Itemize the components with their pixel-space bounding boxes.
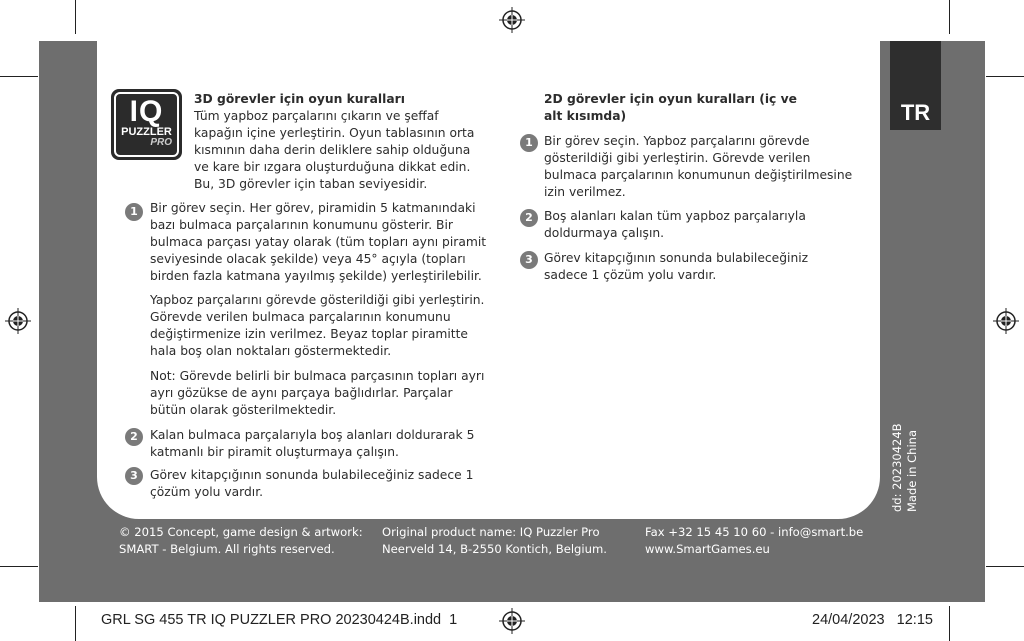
footer-contact (645, 524, 863, 558)
crop-mark (949, 0, 950, 34)
slug-date: 24/04/2023 (812, 612, 885, 628)
left-section (194, 91, 486, 193)
side-date-code: dd: 20230424B (890, 423, 904, 512)
registration-mark-icon (499, 608, 525, 634)
crop-mark (75, 0, 76, 34)
logo-text-puzzler: PUZZLER (121, 126, 172, 138)
footer-col1-line1: © 2015 Concept, game design & artwork: (119, 525, 363, 539)
language-tab-label: TR (900, 100, 931, 125)
left-paragraph-2: Yapboz parçalarını görevde gösterildiği gibi yerleştirin. Görevde verilen bulmaca parçalarının konumunu değiştirmenize izin verilmez. Beyaz toplar piramitte hala boş olan noktaları göstermektedir. (150, 293, 485, 358)
step-number-badge: 2 (520, 209, 538, 227)
crop-mark (75, 606, 76, 641)
registration-mark-icon (499, 7, 525, 33)
step-number-badge: 1 (125, 203, 143, 221)
right-item-3: Görev kitapçığının sonunda bulabileceğiniz sadece 1 çözüm yolu vardır. (544, 251, 809, 282)
footer-copyright (119, 524, 363, 558)
footer-col3-line1: Fax +32 15 45 10 60 - info@smart.be (645, 525, 864, 539)
left-intro: Tüm yapboz parçalarını çıkarın ve şeffaf kapağın içine yerleştirin. Oyun tablasının orta kısmının daha derin deliklere sahip olduğuna ve kare bir ızgara oluşturduğuna dikkat edin. Bu, 3D görevler için taban seviyesidir. (194, 109, 475, 191)
footer-col2-line2: Neerveld 14, B-2550 Kontich, Belgium. (382, 542, 607, 556)
slug-time: 12:15 (896, 612, 933, 628)
language-tab (890, 41, 941, 130)
registration-mark-icon (993, 308, 1019, 334)
slug-filename (101, 612, 457, 628)
footer-col1-line2: SMART - Belgium. All rights reserved. (119, 542, 335, 556)
side-made-in: Made in China (905, 430, 919, 512)
left-item-3: Görev kitapçığının sonunda bulabileceğiniz sadece 1 çözüm yolu vardır. (150, 468, 474, 499)
iq-puzzler-pro-logo (111, 89, 182, 160)
crop-mark (986, 76, 1024, 77)
crop-mark (986, 566, 1024, 567)
left-item-1: Bir görev seçin. Her görev, piramidin 5 katmanındaki bazı bulmaca parçalarının konumunu gösterir. Bir bulmaca parçası yatay olarak (tüm topları aynı piramit seviyesinde olacak şekilde) veya 45° açıyla (topları birden fazla katmana yayılmış şekilde) yerleştirilebilir. (150, 201, 487, 283)
step-number-badge: 3 (125, 467, 143, 485)
slug-datetime (812, 612, 933, 628)
step-number-badge: 3 (520, 251, 538, 269)
left-item-2: Kalan bulmaca parçalarıyla boş alanları doldurarak 5 katmanlı bir piramit oluşturmaya çalışın. (150, 428, 475, 459)
slug-page: 1 (449, 612, 458, 628)
crop-mark (0, 76, 38, 77)
logo-text-pro: PRO (150, 137, 172, 148)
crop-mark (949, 606, 950, 641)
slug-file: GRL SG 455 TR IQ PUZZLER PRO 20230424B.indd (101, 612, 442, 628)
footer-product (382, 524, 607, 558)
crop-mark (0, 566, 38, 567)
left-title: 3D görevler için oyun kuralları (194, 92, 405, 106)
footer-col3-line2: www.SmartGames.eu (645, 542, 770, 556)
registration-mark-icon (5, 308, 31, 334)
logo-text-iq: IQ (129, 95, 164, 128)
step-number-badge: 1 (520, 134, 538, 152)
side-print-info (890, 423, 920, 512)
right-title: 2D görevler için oyun kuralları (iç ve alt kısımda) (544, 92, 797, 123)
left-paragraph-3: Not: Görevde belirli bir bulmaca parçasının topları ayrı ayrı gözükse de aynı parçaya bağlıdırlar. Parçalar bütün olarak gösterilmektedir. (150, 369, 485, 417)
step-number-badge: 2 (125, 428, 143, 446)
footer-col2-line1: Original product name: IQ Puzzler Pro (382, 525, 600, 539)
right-item-1: Bir görev seçin. Yapboz parçalarını görevde gösterildiği gibi yerleştirin. Görevde verilen bulmaca parçalarının konumunun değiştirilmesine izin verilmez. (544, 134, 853, 199)
right-item-2: Boş alanları kalan tüm yapboz parçalarıyla doldurmaya çalışın. (544, 209, 806, 240)
